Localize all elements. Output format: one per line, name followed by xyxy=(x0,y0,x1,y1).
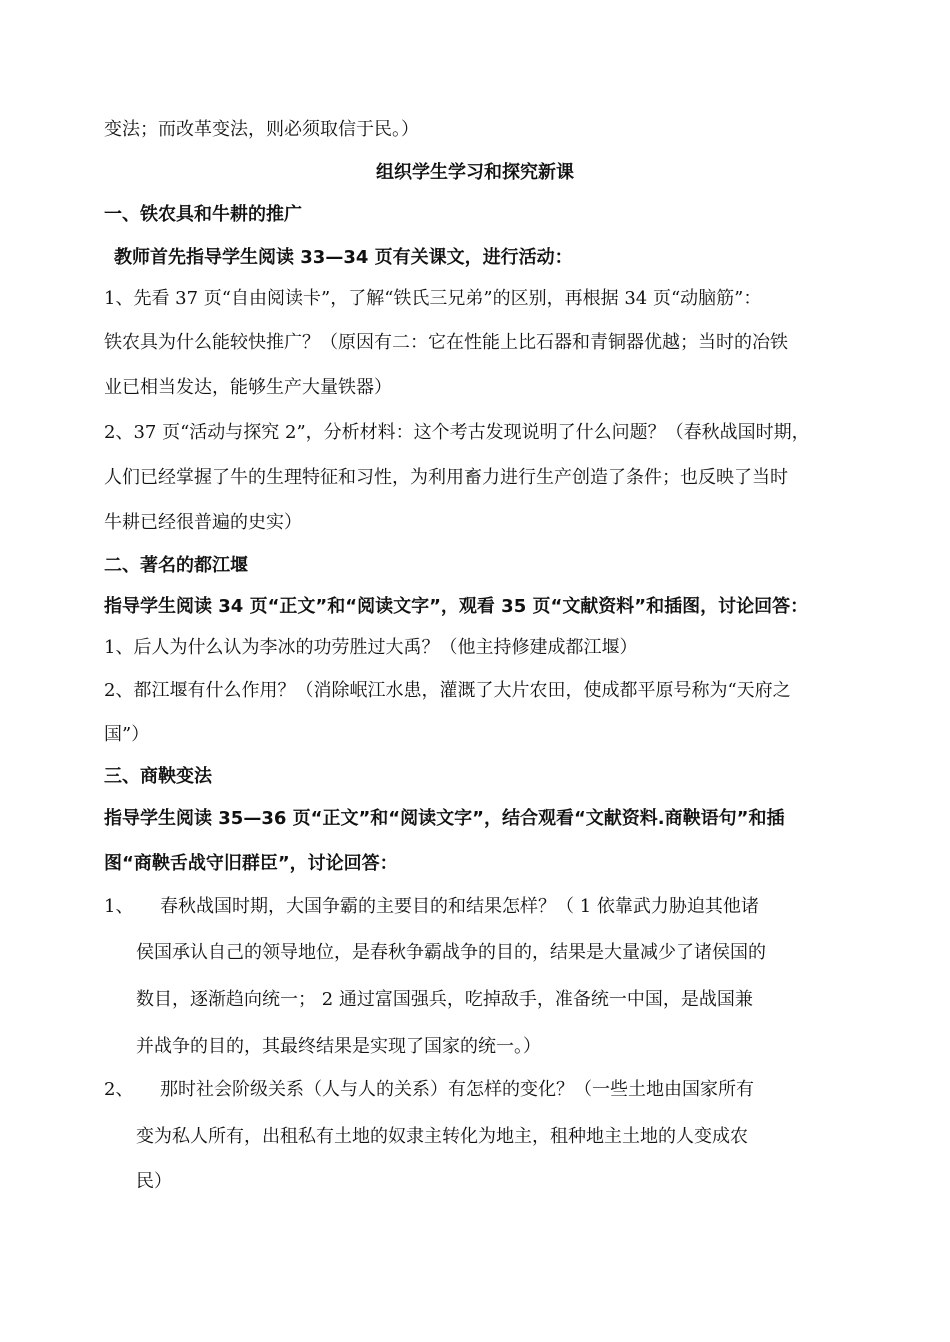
text-line: 数目，逐渐趋向统一； 2 通过富国强兵，吃掉敌手，准备统一中国，是战国兼 xyxy=(136,989,753,1010)
text-line: 1、先看 37 页“自由阅读卡”，了解“铁氏三兄弟”的区别，再根据 34 页“动脑筋”： xyxy=(104,288,762,309)
text-line: 侯国承认自己的领导地位，是春秋争霸战争的目的，结果是大量减少了诸侯国的 xyxy=(136,942,766,963)
text-line: 业已相当发达，能够生产大量铁器） xyxy=(104,377,392,398)
text-line: 春秋战国时期，大国争霸的主要目的和结果怎样？（ 1 依靠武力胁迫其他诸 xyxy=(160,896,759,917)
text-line: 牛耕已经很普遍的史实） xyxy=(104,512,302,533)
section-title: 组织学生学习和探究新课 xyxy=(376,162,574,183)
text-line: 那时社会阶级关系（人与人的关系）有怎样的变化？（一些土地由国家所有 xyxy=(160,1079,754,1100)
list-number: 2、 xyxy=(104,1079,134,1100)
text-line: 国”） xyxy=(104,724,150,745)
heading-iron-tools: 一、铁农具和牛耕的推广 xyxy=(104,204,302,225)
text-line: 变法；而改革变法，则必须取信于民。） xyxy=(104,119,419,140)
intro-paragraph: 图“商鞅舌战守旧群臣”，讨论回答： xyxy=(104,853,398,874)
list-number: 1、 xyxy=(104,896,134,917)
text-line: 人们已经掌握了牛的生理特征和习性，为利用畜力进行生产创造了条件；也反映了当时 xyxy=(104,467,788,488)
intro-paragraph: 教师首先指导学生阅读 33—34 页有关课文，进行活动： xyxy=(114,247,573,268)
text-line: 1、后人为什么认为李冰的功劳胜过大禹？（他主持修建成都江堰） xyxy=(104,637,638,658)
text-line: 2、都江堰有什么作用？（消除岷江水患，灌溉了大片农田，使成都平原号称为“天府之 xyxy=(104,680,791,701)
heading-dujiangyan: 二、著名的都江堰 xyxy=(104,555,248,576)
intro-paragraph: 指导学生阅读 35—36 页“正文”和“阅读文字”，结合观看“文献资料.商鞅语句”和插 xyxy=(104,808,785,829)
text-line: 变为私人所有，出租私有土地的奴隶主转化为地主，租种地主土地的人变成农 xyxy=(136,1126,748,1147)
text-line: 并战争的目的，其最终结果是实现了国家的统一。） xyxy=(136,1036,541,1057)
text-line: 民） xyxy=(136,1171,172,1192)
text-line: 铁农具为什么能较快推广？（原因有二：它在性能上比石器和青铜器优越；当时的冶铁 xyxy=(104,332,788,353)
intro-paragraph: 指导学生阅读 34 页“正文”和“阅读文字”，观看 35 页“文献资料”和插图，讨论回答： xyxy=(104,596,809,617)
heading-shangyang-reform: 三、商鞅变法 xyxy=(104,766,212,787)
text-line: 2、37 页“活动与探究 2”，分析材料：这个考古发现说明了什么问题？（春秋战国时期， xyxy=(104,422,810,443)
